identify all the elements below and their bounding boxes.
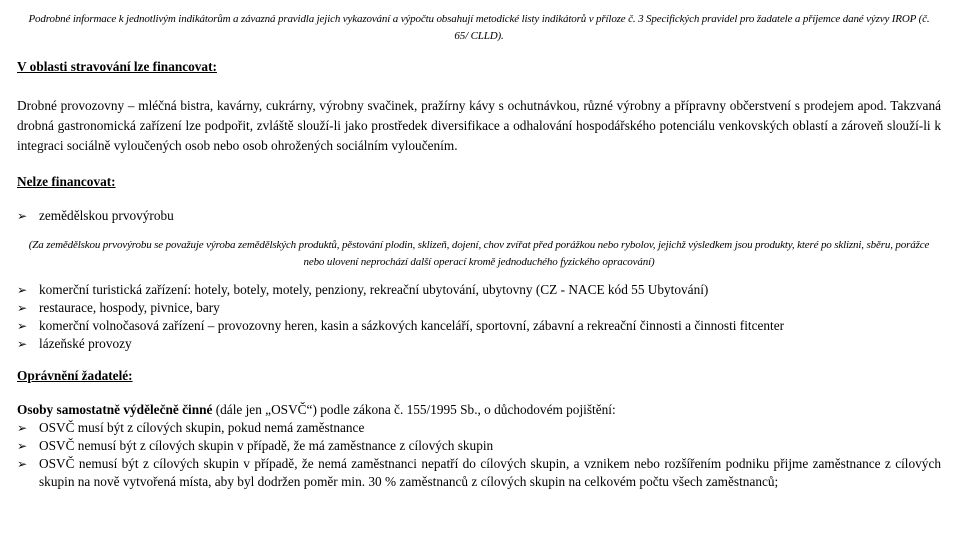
list-item-text: OSVČ nemusí být z cílových skupin v případě, že nemá zaměstnanci nepatří do cílových skupin, a vznikem nebo rozšířením podniku přijme zaměstnance z cílových skupin na nově vytvořená místa, aby byl dodržen poměr min. 30 % zaměstnanců z cílových skupin na celkovém počtu všech zaměstnanců; [39,456,941,489]
nelze-list [17,281,941,353]
list-item [17,281,941,299]
top-note: Podrobné informace k jednotlivým indikátorům a závazná pravidla jejich vykazování a výpočtu obsahují metodické listy indikátorů v příloze č. 3 Specifických pravidel pro žadatele a příjemce dané výzvy IROP (č. 65/ CLLD). [28,13,930,42]
list-item-text: restaurace, hospody, pivnice, bary [39,300,220,315]
list-item [17,317,941,335]
list-item-text: komerční turistická zařízení: hotely, botely, motely, penziony, rekreační ubytování, ubytovny (CZ - NACE kód 55 Ubytování) [39,282,709,297]
arrowhead-bullet-icon: ➢ [17,319,28,333]
arrowhead-bullet-icon: ➢ [17,457,28,471]
list-item [17,437,941,455]
list-item [17,455,941,491]
heading-nelze: Nelze financovat: [17,174,116,189]
arrowhead-bullet-icon: ➢ [17,439,28,453]
document-page [17,11,941,491]
zadatele-list [17,419,941,491]
heading-zadatele: Oprávnění žadatelé: [17,368,133,383]
osvc-intro-text: (dále jen „OSVČ“) podle zákona č. 155/1995 Sb., o důchodovém pojištění: [212,402,616,417]
list-item-text: zemědělskou prvovýrobu [39,208,174,223]
heading-financovat: V oblasti stravování lze financovat: [17,59,217,74]
paragraph-financovat: Drobné provozovny – mléčná bistra, kavárny, cukrárny, výrobny svačinek, pražírny kávy s ochutnávkou, různé výrobny a přípravny občerstvení s prodejem apod. Takzvaná drobná gastronomická zařízení lze podpořit, zvláště slouží-li jako prostředek diversifikace a odhalování hospodářského potenciálu venkovských oblastí a zároveň slouží-li k integraci sociálně vyloučených osob nebo osob ohrožených sociálním vyloučením. [17,98,941,153]
zadatele-intro [17,401,941,419]
list-item [17,207,941,225]
list-item [17,419,941,437]
arrowhead-bullet-icon: ➢ [17,283,28,297]
nelze-first-list [17,207,941,225]
list-item-text: komerční volnočasová zařízení – provozovny heren, kasin a sázkových kanceláří, sportovní, zábavní a rekreační činnosti a činnosti fitcenter [39,318,785,333]
list-item-text: OSVČ musí být z cílových skupin, pokud nemá zaměstnance [39,420,365,435]
list-item [17,335,941,353]
osvc-bold-label: Osoby samostatně výdělečně činné [17,402,213,417]
list-item [17,299,941,317]
arrowhead-bullet-icon: ➢ [17,301,28,315]
arrowhead-bullet-icon: ➢ [17,421,28,435]
arrowhead-bullet-icon: ➢ [17,337,28,351]
arrowhead-bullet-icon: ➢ [17,209,28,223]
list-item-text: lázeňské provozy [39,336,132,351]
prvovyroba-note: (Za zemědělskou prvovýrobu se považuje výroba zemědělských produktů, pěstování plodin, sklizeň, dojení, chov zvířat před porážkou nebo rybolov, jejichž výsledkem jsou produkty, které po sklizni, sběru, porážce nebo ulovení neprochází další operací kromě jednoduchého fyzického opracování) [28,239,930,268]
list-item-text: OSVČ nemusí být z cílových skupin v případě, že má zaměstnance z cílových skupin [39,438,494,453]
